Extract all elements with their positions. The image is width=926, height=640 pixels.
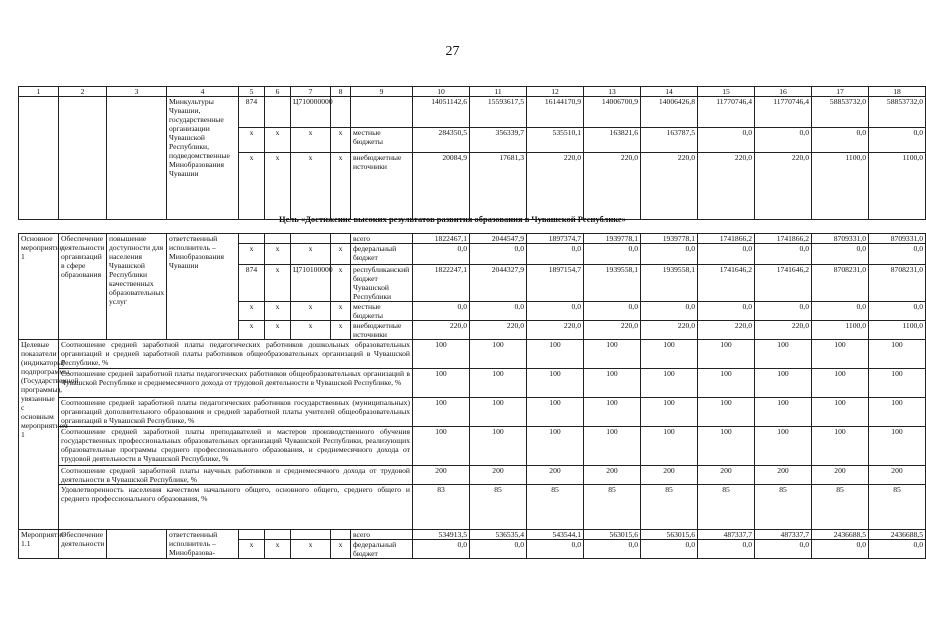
goal-heading: Цель «Достижение высоких результатов развития образования в Чувашской Республике»: [279, 214, 626, 224]
target-value: 100: [584, 398, 641, 427]
value-cell: 8708231,0: [812, 265, 869, 302]
executor-cell: ответственный исполнитель – Минобразования Чувашии: [167, 234, 239, 340]
table-cell: х: [291, 128, 331, 153]
source-cell: местные бюджеты: [351, 128, 413, 153]
value-cell: 356339,7: [470, 128, 527, 153]
target-row: [19, 485, 926, 530]
value-cell: 536535,4: [470, 530, 527, 540]
column-number: 5: [239, 87, 265, 97]
value-cell: 163821,6: [584, 128, 641, 153]
page-number: 27: [445, 44, 460, 59]
target-value: 85: [812, 485, 869, 530]
table-cell: х: [331, 321, 351, 340]
source-cell: местные бюджеты: [351, 302, 413, 321]
target-value: 100: [755, 398, 812, 427]
value-cell: 0,0: [527, 540, 584, 559]
value-cell: 0,0: [584, 540, 641, 559]
table-cell: [331, 530, 351, 540]
target-value: 200: [812, 466, 869, 485]
event-row: [19, 530, 926, 540]
column-number: 4: [167, 87, 239, 97]
value-cell: 563015,6: [584, 530, 641, 540]
value-cell: 0,0: [584, 302, 641, 321]
value-cell: 1939778,1: [584, 234, 641, 244]
value-cell: 8708231,0: [869, 265, 926, 302]
table-cell: Ц710000000: [291, 97, 331, 128]
value-cell: 0,0: [869, 302, 926, 321]
table-cell: [331, 234, 351, 244]
table-cell: х: [265, 302, 291, 321]
value-cell: 563015,6: [641, 530, 698, 540]
target-value: 100: [470, 340, 527, 369]
executor-cell: Минкультуры Чувашии, государственные организации Чувашской Республики, подведомственные Минобразования Чувашии: [167, 97, 239, 220]
target-value: 100: [698, 427, 755, 466]
value-cell: 220,0: [584, 321, 641, 340]
value-cell: 163787,5: [641, 128, 698, 153]
value-cell: 0,0: [755, 302, 812, 321]
column-number: 3: [107, 87, 167, 97]
target-value: 100: [584, 369, 641, 398]
event-result: повышение доступности для населения Чувашской Республики качественных образовательных услуг: [107, 234, 167, 340]
value-cell: 0,0: [698, 244, 755, 265]
value-cell: 220,0: [641, 321, 698, 340]
header-row: [19, 87, 926, 97]
target-value: 100: [527, 369, 584, 398]
source-cell: республиканский бюджет Чувашской Республики: [351, 265, 413, 302]
target-value: 100: [413, 427, 470, 466]
value-cell: 0,0: [413, 244, 470, 265]
target-value: 200: [527, 466, 584, 485]
event-number: Мероприятие 1.1: [19, 530, 59, 559]
target-value: 100: [470, 427, 527, 466]
value-cell: 487337,7: [755, 530, 812, 540]
table-cell: Ц710100000: [291, 265, 331, 302]
target-value: 100: [869, 369, 926, 398]
value-cell: 0,0: [755, 540, 812, 559]
target-value: 100: [470, 398, 527, 427]
column-number: 18: [869, 87, 926, 97]
executor-cell: ответственный исполнитель – Минобразова-: [167, 530, 239, 559]
column-number: 14: [641, 87, 698, 97]
target-row: [19, 340, 926, 369]
table-cell: [265, 530, 291, 540]
value-cell: 1939558,1: [584, 265, 641, 302]
column-number: 8: [331, 87, 351, 97]
value-cell: 487337,7: [698, 530, 755, 540]
event-name: Обеспечение деятельности: [59, 530, 107, 559]
table-cell: [239, 234, 265, 244]
value-cell: 14051142,6: [413, 97, 470, 128]
table-cell: [59, 97, 107, 220]
value-cell: 0,0: [698, 128, 755, 153]
target-row: [19, 427, 926, 466]
column-number: 13: [584, 87, 641, 97]
value-cell: 0,0: [641, 302, 698, 321]
value-cell: 284350,5: [413, 128, 470, 153]
target-value: 85: [869, 485, 926, 530]
table-cell: х: [331, 540, 351, 559]
value-cell: 16144170,9: [527, 97, 584, 128]
target-value: 200: [869, 466, 926, 485]
target-value: 100: [812, 340, 869, 369]
table-cell: х: [331, 153, 351, 220]
target-value: 100: [584, 427, 641, 466]
value-cell: 0,0: [869, 244, 926, 265]
value-cell: 220,0: [527, 321, 584, 340]
value-cell: 0,0: [470, 540, 527, 559]
target-row: [19, 369, 926, 398]
value-cell: 220,0: [413, 321, 470, 340]
target-value: 200: [584, 466, 641, 485]
target-text: Соотношение средней заработной платы преподавателей и мастеров производственного обучения государственных профессиональных образовательных организаций Чувашской Республики, реализующих образовательные программы среднего профессионального образования, и среднемесячного дохода от трудовой деятельности в Чувашской Республике, %: [59, 427, 413, 466]
table-cell: х: [265, 128, 291, 153]
value-cell: 0,0: [641, 540, 698, 559]
value-cell: 220,0: [641, 153, 698, 220]
target-value: 100: [698, 369, 755, 398]
main-table: [18, 233, 926, 559]
top-table: [18, 86, 926, 220]
table-cell: х: [239, 540, 265, 559]
value-cell: 1939778,1: [641, 234, 698, 244]
table-cell: х: [331, 244, 351, 265]
target-text: Соотношение средней заработной платы педагогических работников дошкольных образовательных организаций и средней заработной платы работников общеобразовательных организаций в Чувашской Республике, %: [59, 340, 413, 369]
table-cell: х: [291, 244, 331, 265]
table-cell: 874: [239, 97, 265, 128]
table-cell: [19, 97, 59, 220]
target-value: 100: [812, 427, 869, 466]
source-cell: [351, 97, 413, 128]
value-cell: 1100,0: [869, 153, 926, 220]
value-cell: 535510,1: [527, 128, 584, 153]
table-cell: [265, 234, 291, 244]
value-cell: 0,0: [527, 302, 584, 321]
table-cell: х: [265, 321, 291, 340]
targets-label: Целевые показатели (индикаторы) подпрограммы (Государственной программы), увязанные с основным мероприятием 1: [19, 340, 59, 530]
value-cell: 2044327,9: [470, 265, 527, 302]
target-value: 100: [641, 427, 698, 466]
target-text: Соотношение средней заработной платы педагогических работников государственных (муниципальных) организаций дополнительного образования и средней заработной платы учителей общеобразовательных организаций в Чувашской Республике, %: [59, 398, 413, 427]
target-row: [19, 466, 926, 485]
table-cell: х: [239, 244, 265, 265]
value-cell: 15593617,5: [470, 97, 527, 128]
value-cell: 0,0: [755, 128, 812, 153]
target-value: 100: [527, 340, 584, 369]
value-cell: 1741646,2: [755, 265, 812, 302]
target-value: 100: [641, 369, 698, 398]
table-cell: х: [265, 540, 291, 559]
value-cell: 0,0: [755, 244, 812, 265]
target-value: 85: [755, 485, 812, 530]
value-cell: 220,0: [755, 321, 812, 340]
table-cell: х: [331, 302, 351, 321]
target-value: 100: [527, 398, 584, 427]
table-cell: х: [291, 321, 331, 340]
value-cell: 2044547,9: [470, 234, 527, 244]
source-cell: внебюджетные источники: [351, 321, 413, 340]
value-cell: 11770746,4: [755, 97, 812, 128]
column-number: 10: [413, 87, 470, 97]
value-cell: 14006700,9: [584, 97, 641, 128]
target-value: 85: [698, 485, 755, 530]
value-cell: 220,0: [527, 153, 584, 220]
value-cell: 1897374,7: [527, 234, 584, 244]
table-cell: х: [265, 153, 291, 220]
column-number: 9: [351, 87, 413, 97]
target-value: 100: [413, 340, 470, 369]
value-cell: 1939558,1: [641, 265, 698, 302]
value-cell: 0,0: [869, 128, 926, 153]
target-value: 100: [869, 398, 926, 427]
value-cell: 0,0: [698, 540, 755, 559]
value-cell: 1100,0: [869, 321, 926, 340]
target-row: [19, 398, 926, 427]
target-value: 85: [584, 485, 641, 530]
value-cell: 0,0: [413, 302, 470, 321]
table-cell: х: [265, 265, 291, 302]
table-cell: х: [239, 321, 265, 340]
value-cell: 0,0: [413, 540, 470, 559]
value-cell: 58853732,0: [869, 97, 926, 128]
value-cell: 0,0: [470, 244, 527, 265]
value-cell: 1822247,1: [413, 265, 470, 302]
column-number: 16: [755, 87, 812, 97]
value-cell: 220,0: [698, 321, 755, 340]
target-value: 100: [755, 369, 812, 398]
target-value: 100: [755, 340, 812, 369]
target-value: 100: [413, 398, 470, 427]
value-cell: 14006426,8: [641, 97, 698, 128]
source-cell: федеральный бюджет: [351, 244, 413, 265]
table-cell: х: [239, 153, 265, 220]
value-cell: 1822467,1: [413, 234, 470, 244]
value-cell: 220,0: [470, 321, 527, 340]
value-cell: 1100,0: [812, 153, 869, 220]
source-cell: всего: [351, 234, 413, 244]
table-cell: х: [239, 302, 265, 321]
table-cell: х: [331, 128, 351, 153]
table-cell: х: [291, 540, 331, 559]
table-cell: х: [291, 153, 331, 220]
value-cell: 0,0: [812, 128, 869, 153]
target-value: 200: [641, 466, 698, 485]
target-value: 85: [527, 485, 584, 530]
source-cell: всего: [351, 530, 413, 540]
column-number: 6: [265, 87, 291, 97]
target-value: 100: [812, 398, 869, 427]
value-cell: 8709331,0: [812, 234, 869, 244]
column-number: 7: [291, 87, 331, 97]
target-value: 100: [869, 340, 926, 369]
value-cell: 0,0: [641, 244, 698, 265]
target-text: Соотношение средней заработной платы научных работников и среднемесячного дохода от трудовой деятельности в Чувашской Республике, %: [59, 466, 413, 485]
target-value: 100: [812, 369, 869, 398]
target-value: 100: [698, 340, 755, 369]
table-cell: [265, 97, 291, 128]
table-cell: [107, 97, 167, 220]
value-cell: 0,0: [869, 540, 926, 559]
event-number: Основное мероприятие 1: [19, 234, 59, 340]
target-text: Соотношение средней заработной платы педагогических работников общеобразовательных организаций в Чувашской Республике и среднемесячного дохода от трудовой деятельности в Чувашской Республике, %: [59, 369, 413, 398]
target-value: 100: [470, 369, 527, 398]
column-number: 1: [19, 87, 59, 97]
value-cell: 1741866,2: [698, 234, 755, 244]
column-number: 15: [698, 87, 755, 97]
target-value: 100: [641, 340, 698, 369]
value-cell: 0,0: [812, 244, 869, 265]
table-cell: х: [265, 244, 291, 265]
value-cell: 220,0: [698, 153, 755, 220]
value-cell: 1100,0: [812, 321, 869, 340]
table-cell: х: [239, 128, 265, 153]
value-cell: 0,0: [527, 244, 584, 265]
target-value: 100: [869, 427, 926, 466]
target-value: 83: [413, 485, 470, 530]
value-cell: 543544,1: [527, 530, 584, 540]
value-cell: 534913,5: [413, 530, 470, 540]
source-cell: федеральный бюджет: [351, 540, 413, 559]
target-value: 100: [527, 427, 584, 466]
table-row: [19, 97, 926, 128]
target-value: 100: [698, 398, 755, 427]
table-cell: [291, 234, 331, 244]
target-value: 85: [470, 485, 527, 530]
value-cell: 0,0: [584, 244, 641, 265]
target-value: 200: [755, 466, 812, 485]
source-cell: внебюджетные источники: [351, 153, 413, 220]
value-cell: 11770746,4: [698, 97, 755, 128]
column-number: 11: [470, 87, 527, 97]
value-cell: 220,0: [584, 153, 641, 220]
value-cell: 2436688,5: [812, 530, 869, 540]
target-value: 200: [413, 466, 470, 485]
event-name: Обеспечение деятельности организаций в сфере образования: [59, 234, 107, 340]
target-text: Удовлетворенность населения качеством начального общего, основного общего, среднего общего и среднего профессионального образования, %: [59, 485, 413, 530]
value-cell: 1897154,7: [527, 265, 584, 302]
target-value: 100: [755, 427, 812, 466]
value-cell: 220,0: [755, 153, 812, 220]
table-cell: 874: [239, 265, 265, 302]
column-number: 2: [59, 87, 107, 97]
table-cell: [291, 530, 331, 540]
value-cell: 0,0: [698, 302, 755, 321]
target-value: 100: [641, 398, 698, 427]
main-event-row: [19, 234, 926, 244]
value-cell: 0,0: [812, 540, 869, 559]
value-cell: 1741866,2: [755, 234, 812, 244]
target-value: 100: [413, 369, 470, 398]
table-cell: х: [331, 265, 351, 302]
value-cell: 8709331,0: [869, 234, 926, 244]
value-cell: 17681,3: [470, 153, 527, 220]
value-cell: 0,0: [470, 302, 527, 321]
target-value: 200: [698, 466, 755, 485]
value-cell: 58853732,0: [812, 97, 869, 128]
target-value: 200: [470, 466, 527, 485]
table-cell: [239, 530, 265, 540]
table-cell: [331, 97, 351, 128]
value-cell: 2436688,5: [869, 530, 926, 540]
value-cell: 1741646,2: [698, 265, 755, 302]
target-value: 100: [584, 340, 641, 369]
column-number: 12: [527, 87, 584, 97]
table-cell: [107, 530, 167, 559]
table-cell: х: [291, 302, 331, 321]
value-cell: 0,0: [812, 302, 869, 321]
column-number: 17: [812, 87, 869, 97]
value-cell: 20084,9: [413, 153, 470, 220]
target-value: 85: [641, 485, 698, 530]
